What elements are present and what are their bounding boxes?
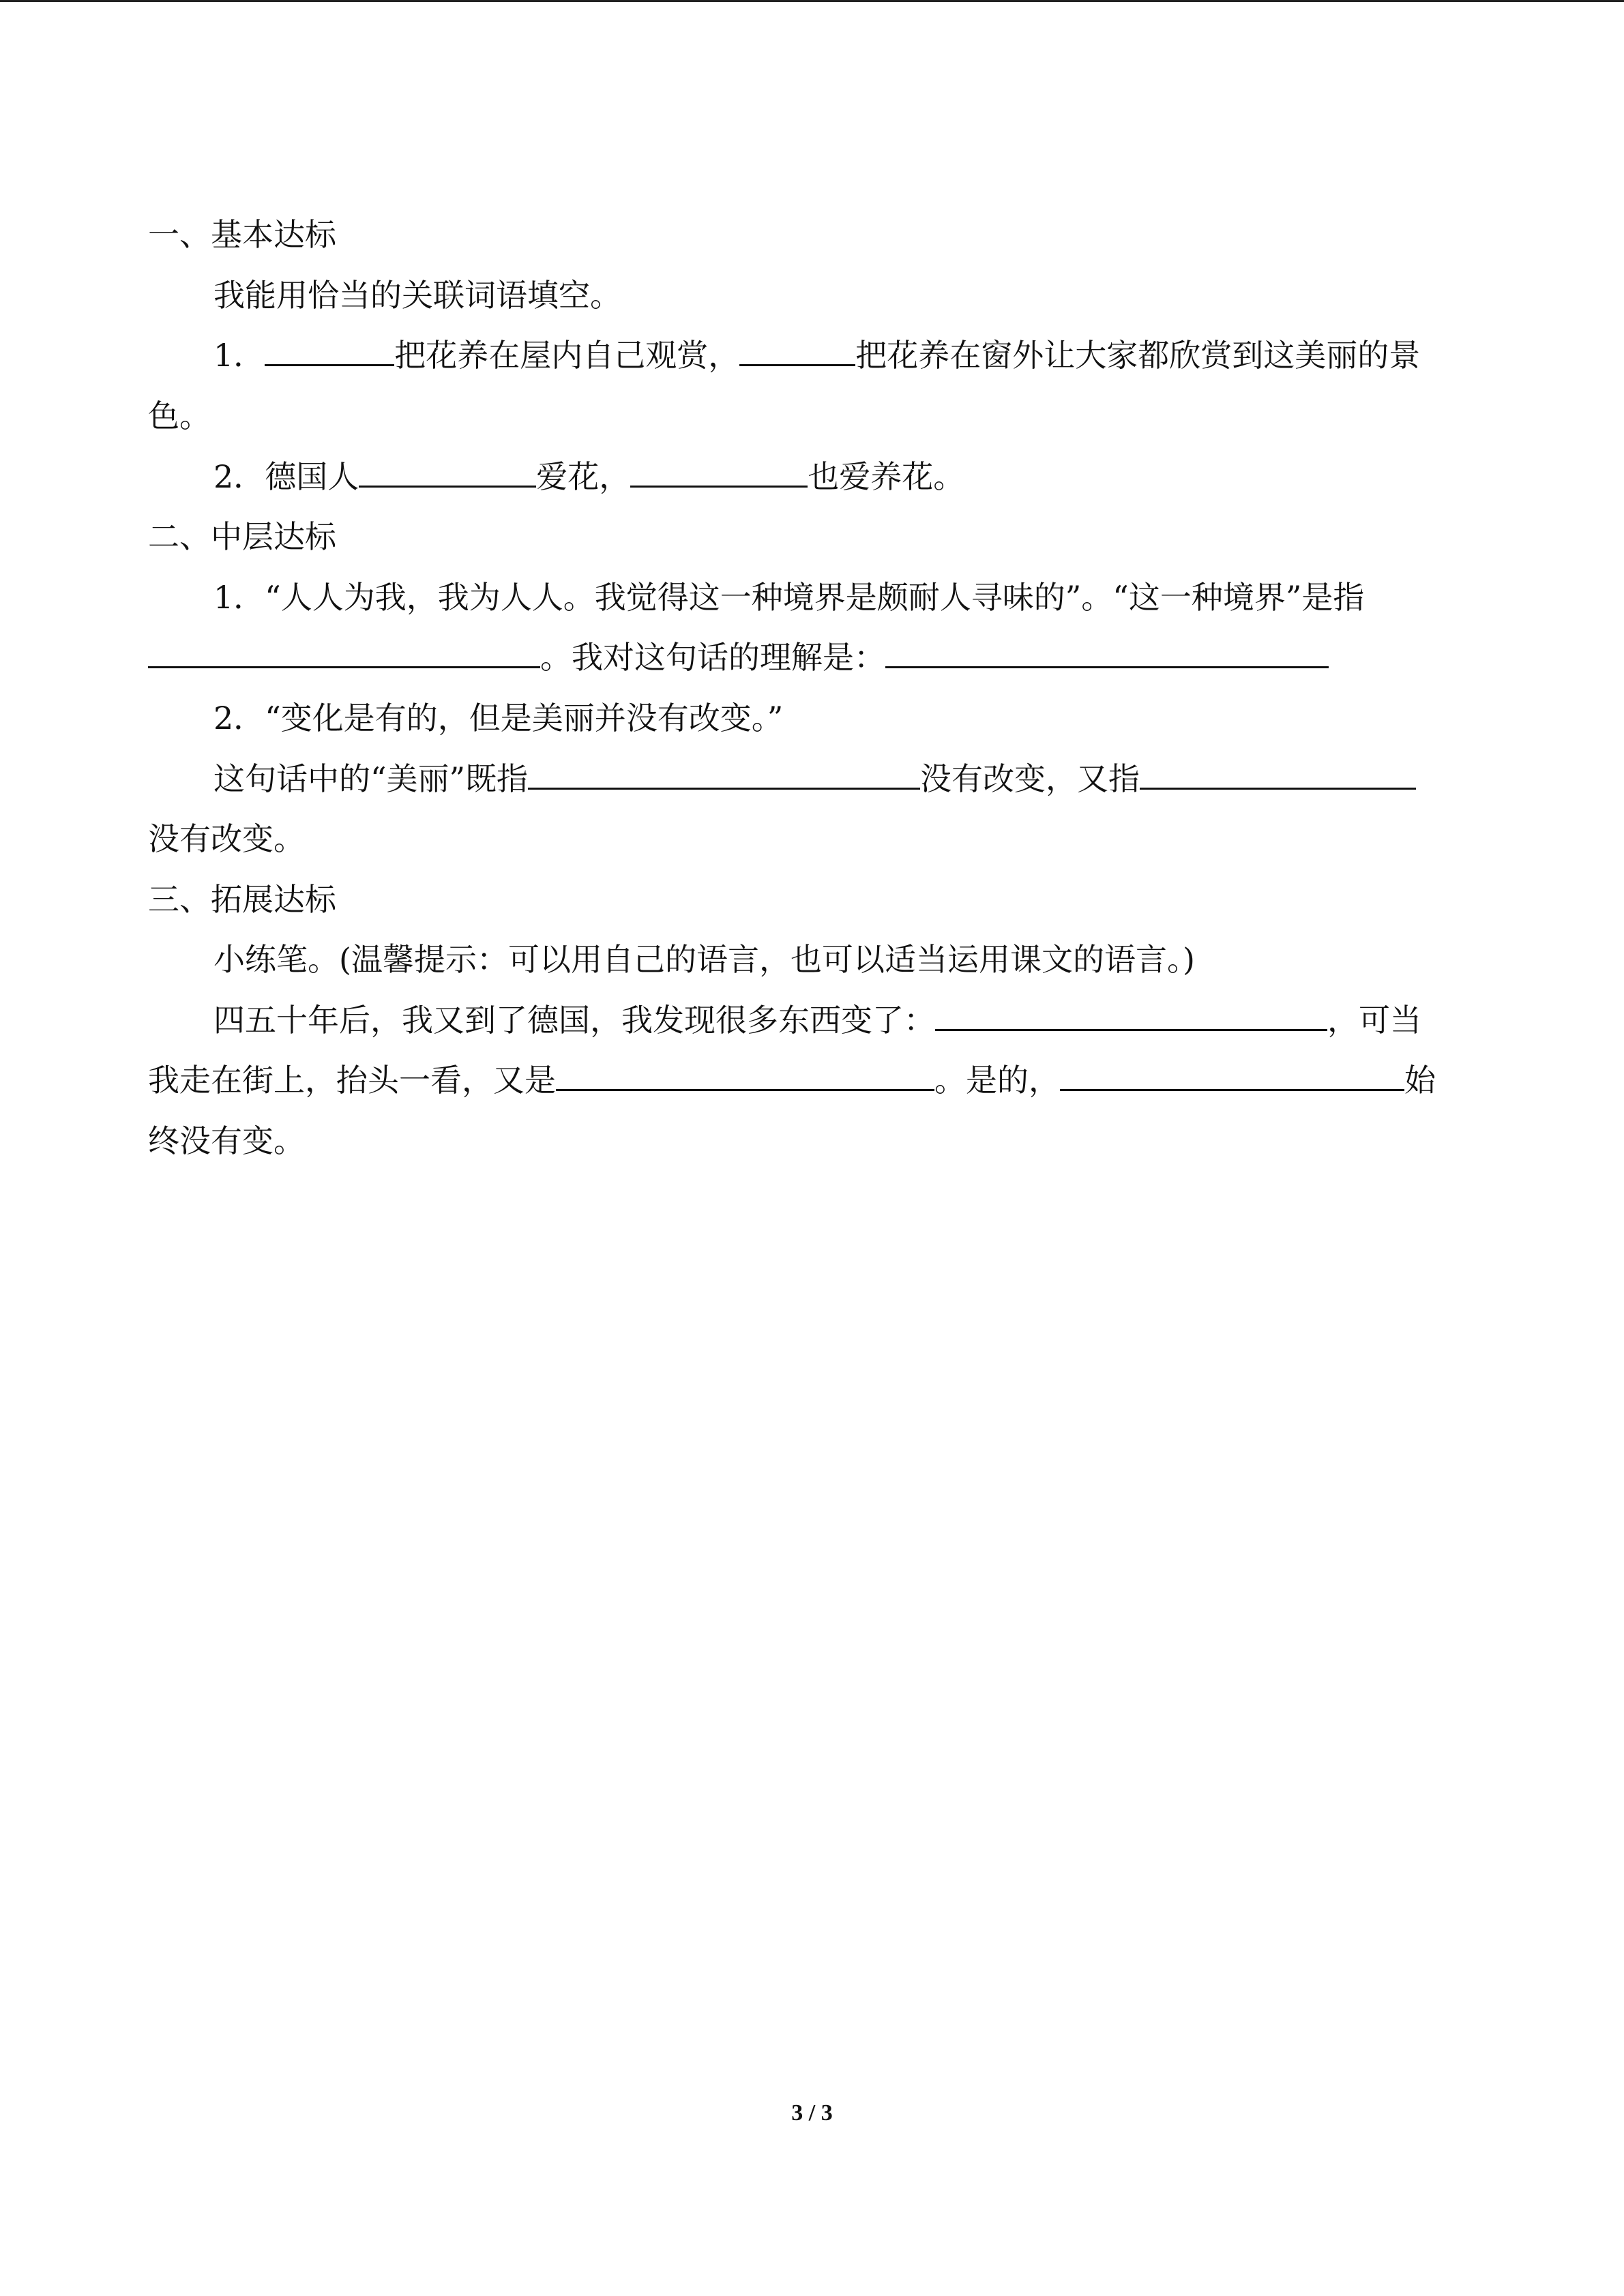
- s2-q2-line2: [0, 758, 1624, 799]
- section-3-title: [0, 879, 1624, 920]
- section-1-intro: [0, 275, 1624, 316]
- s2-q1-blank-2[interactable]: [885, 664, 1329, 668]
- s1-q1-text-c: 色。: [148, 398, 211, 434]
- s1-q2-blank-2[interactable]: [630, 483, 808, 488]
- s1-q2-text-b: 爱花，: [536, 458, 631, 495]
- s2-q2-blank-2[interactable]: [1140, 785, 1416, 790]
- s2-q2-text-a: 2．“变化是有的，但是美丽并没有改变。”: [213, 700, 784, 736]
- top-border: [0, 0, 1624, 2]
- page-number: 3 / 3: [791, 2100, 833, 2126]
- s3-p-text-d: 。是的，: [934, 1062, 1060, 1099]
- s1-q1-line2: [0, 396, 1624, 436]
- section-1-title: [0, 214, 1624, 255]
- s1-q1-blank-1[interactable]: [265, 361, 394, 366]
- section-3-intro-text: 小练笔。(温馨提示：可以用自己的语言，也可以适当运用课文的语言。): [213, 941, 1195, 978]
- s2-q2-blank-1[interactable]: [528, 785, 920, 790]
- s2-q1-blank-1[interactable]: [148, 664, 540, 668]
- s1-q1-text-a: 把花养在屋内自己观赏，: [394, 337, 740, 374]
- s2-q2-text-c: 没有改变，又指: [920, 760, 1140, 797]
- s3-p-blank-3[interactable]: [1060, 1086, 1404, 1091]
- section-1-title-text: 一、基本达标: [148, 216, 336, 253]
- s2-q2-text-d: 没有改变。: [148, 820, 305, 857]
- s1-q1-line1: [0, 335, 1624, 376]
- s1-q2: [0, 456, 1624, 497]
- s2-q2-line1: [0, 698, 1624, 739]
- section-2-title-text: 二、中层达标: [148, 518, 336, 555]
- s3-p-line2: [0, 1060, 1624, 1101]
- s1-q1-text-b: 把花养在窗外让大家都欣赏到这美丽的景: [855, 337, 1421, 374]
- s3-p-blank-2[interactable]: [556, 1086, 934, 1091]
- s2-q1-line2: [0, 637, 1624, 678]
- section-3-title-text: 三、拓展达标: [148, 881, 336, 918]
- s3-p-blank-1[interactable]: [935, 1026, 1327, 1031]
- s3-p-text-c: 我走在街上，抬头一看，又是: [148, 1062, 556, 1099]
- s3-p-text-b: ，可当: [1327, 1002, 1421, 1039]
- s3-p-text-f: 终没有变。: [148, 1122, 305, 1159]
- s2-q2-line3: [0, 818, 1624, 859]
- s1-q2-text-a: 2．德国人: [213, 458, 359, 495]
- s2-q1-text-a: 1．“人人为我，我为人人。我觉得这一种境界是颇耐人寻味的”。“这一种境界”是指: [213, 579, 1365, 616]
- s2-q2-text-b: 这句话中的“美丽”既指: [213, 760, 529, 797]
- section-3-intro: [0, 939, 1624, 980]
- s3-p-line1: [0, 1000, 1624, 1041]
- s3-p-text-a: 四五十年后，我又到了德国，我发现很多东西变了：: [213, 1002, 935, 1039]
- s1-q1-blank-2[interactable]: [739, 361, 855, 366]
- s2-q1-text-b: 。我对这句话的理解是：: [540, 639, 885, 676]
- s2-q1-line1: [0, 577, 1624, 618]
- s1-q1-number: 1．: [213, 337, 265, 374]
- s3-p-text-e: 始: [1404, 1062, 1436, 1099]
- s1-q2-text-c: 也爱养花。: [808, 458, 965, 495]
- s3-p-line3: [0, 1120, 1624, 1161]
- section-2-title: [0, 516, 1624, 557]
- section-1-intro-text: 我能用恰当的关联词语填空。: [213, 277, 621, 314]
- s1-q2-blank-1[interactable]: [359, 483, 536, 488]
